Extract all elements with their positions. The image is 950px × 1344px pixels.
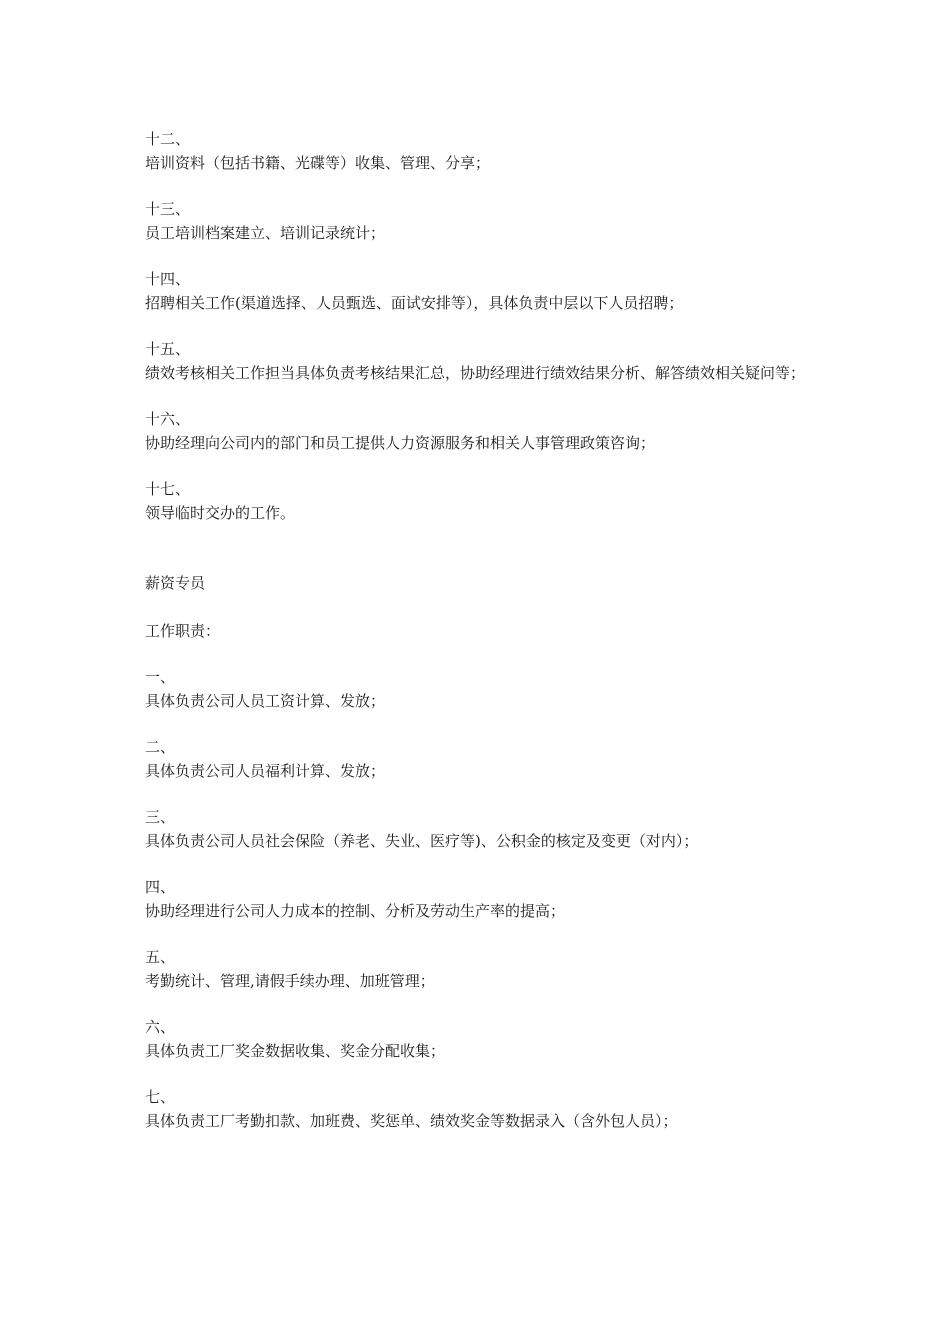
item-number: 十三、 [145, 200, 191, 218]
section-title: 薪资专员 [145, 574, 206, 592]
item-text: 培训资料（包括书籍、光碟等）收集、管理、分享； [145, 154, 491, 172]
list-item [145, 477, 825, 525]
list-item [145, 945, 825, 993]
item-number: 四、 [145, 878, 176, 896]
section-subtitle: 工作职责： [145, 622, 221, 640]
item-text: 具体负责公司人员社会保险（养老、失业、医疗等)、公积金的核定及变更（对内）； [145, 832, 699, 850]
list-item [145, 337, 825, 385]
item-number: 一、 [145, 668, 176, 686]
section-a [145, 127, 825, 525]
item-text: 招聘相关工作(渠道选择、人员甄选、面试安排等），具体负责中层以下人员招聘； [145, 294, 684, 312]
item-text: 领导临时交办的工作。 [145, 504, 296, 522]
list-item [145, 1085, 825, 1133]
list-item [145, 267, 825, 315]
item-text: 绩效考核相关工作担当具体负责考核结果汇总，协助经理进行绩效结果分析、解答绩效相关疑问等； [145, 364, 806, 382]
item-number: 十六、 [145, 410, 191, 428]
list-item [145, 127, 825, 175]
item-number: 十二、 [145, 130, 191, 148]
item-number: 二、 [145, 738, 176, 756]
list-item [145, 197, 825, 245]
list-item [145, 875, 825, 923]
item-number: 三、 [145, 808, 176, 826]
item-text: 具体负责工厂考勤扣款、加班费、奖惩单、绩效奖金等数据录入（含外包人员）； [145, 1112, 678, 1130]
list-item [145, 665, 825, 713]
list-item [145, 407, 825, 455]
list-item [145, 1015, 825, 1063]
item-text: 协助经理向公司内的部门和员工提供人力资源服务和相关人事管理政策咨询； [145, 434, 656, 452]
item-number: 六、 [145, 1018, 176, 1036]
item-text: 具体负责公司人员工资计算、发放； [145, 692, 386, 710]
item-text: 员工培训档案建立、培训记录统计； [145, 224, 386, 242]
list-item [145, 805, 825, 853]
document-page [145, 127, 825, 1155]
item-number: 十五、 [145, 340, 191, 358]
item-text: 考勤统计、管理,请假手续办理、加班管理； [145, 972, 435, 990]
item-number: 十四、 [145, 270, 191, 288]
item-text: 协助经理进行公司人力成本的控制、分析及劳动生产率的提高； [145, 902, 566, 920]
section-b [145, 571, 825, 1133]
item-number: 五、 [145, 948, 176, 966]
item-text: 具体负责公司人员福利计算、发放； [145, 762, 386, 780]
item-number: 七、 [145, 1088, 176, 1106]
list-item [145, 735, 825, 783]
item-text: 具体负责工厂奖金数据收集、奖金分配收集； [145, 1042, 446, 1060]
item-number: 十七、 [145, 480, 191, 498]
